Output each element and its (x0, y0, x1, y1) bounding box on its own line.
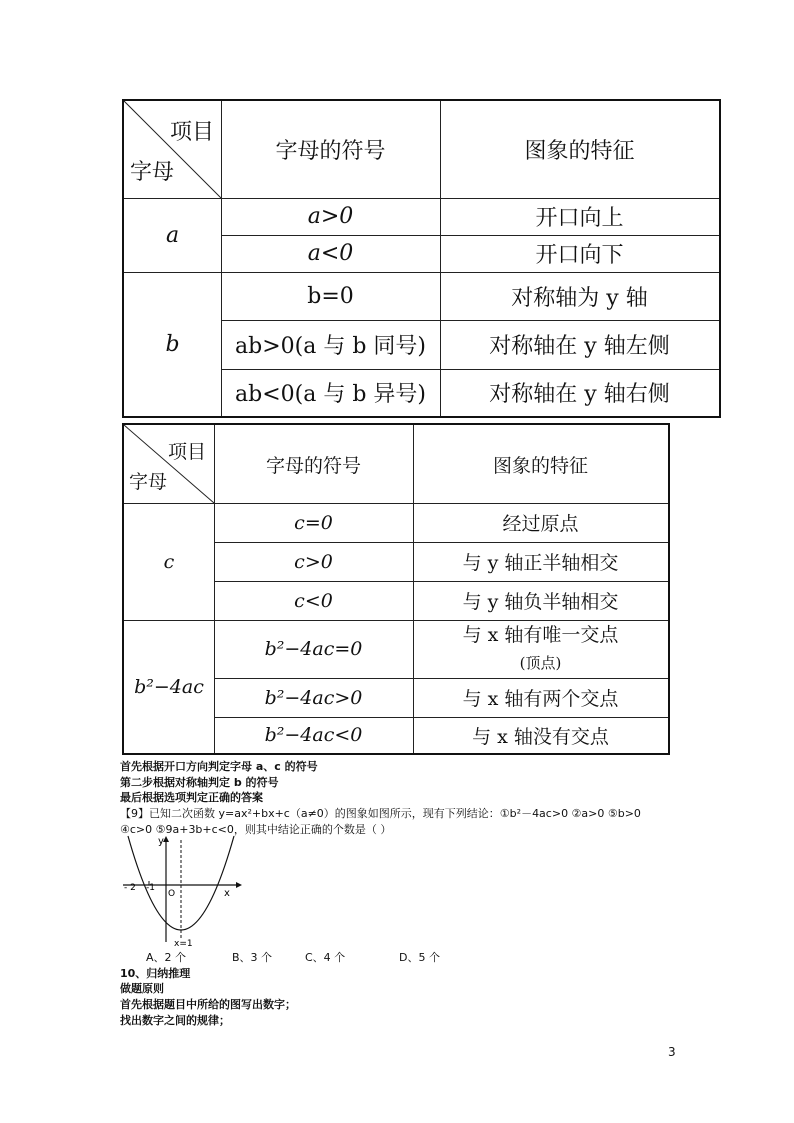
col-header-feature: 图象的特征 (524, 139, 635, 164)
letter-cell: c (163, 550, 175, 573)
feature-cell: 经过原点 (502, 513, 579, 535)
parabola-graph (118, 834, 258, 949)
sign-cell: b²−4ac=0 (264, 638, 363, 660)
sign-table-a-b (122, 99, 721, 418)
section-title: 10、归纳推理 (120, 967, 191, 980)
sign-cell: ab>0(a 与 b 同号) (235, 334, 426, 359)
letter-cell: b (165, 331, 180, 357)
col-header-sign: 字母的符号 (265, 454, 361, 477)
sign-cell: c<0 (294, 589, 333, 612)
feature-cell: 对称轴为 y 轴 (511, 285, 648, 311)
option-b: B、3 个 (232, 951, 273, 964)
section-item: 首先根据题目中所给的图写出数字； (120, 998, 296, 1011)
step-line: 首先根据开口方向判定字母 a、c 的符号 (120, 760, 318, 773)
sign-cell: b²−4ac>0 (264, 686, 363, 709)
feature-cell: 开口向下 (535, 243, 624, 268)
option-a: A、2 个 (146, 951, 187, 964)
sign-cell: a>0 (307, 204, 354, 229)
feature-text: 与 x 轴有唯一交点 (462, 624, 619, 646)
col-header-sign: 字母的符号 (275, 139, 386, 164)
feature-cell: 对称轴在 y 轴右侧 (489, 382, 670, 407)
feature-cell: 对称轴在 y 轴左侧 (489, 334, 670, 359)
option-c: C、4 个 (305, 951, 346, 964)
tick-label: -1 (146, 883, 155, 893)
step-line: 第二步根据对称轴判定 b 的符号 (120, 776, 279, 789)
question-line: 【9】已知二次函数 y=ax²+bx+c（a≠0）的图象如图所示，现有下列结论：①b²－4ac>0 ②a>0 ⑤b>0 (120, 807, 641, 820)
feature-cell (413, 620, 668, 678)
option-d: D、5 个 (399, 951, 440, 964)
corner-top-label: 项目 (170, 120, 215, 145)
feature-cell: 与 x 轴没有交点 (472, 725, 609, 748)
step-line: 最后根据选项判定正确的答案 (120, 791, 263, 804)
corner-top-label: 项目 (168, 441, 207, 463)
symmetry-axis-label: x=1 (174, 939, 193, 949)
feature-cell: 与 y 轴正半轴相交 (462, 552, 619, 574)
sign-cell: c=0 (294, 511, 333, 534)
x-axis-label: x (224, 888, 230, 899)
col-header-feature: 图象的特征 (492, 454, 588, 477)
sign-cell: a<0 (307, 241, 354, 266)
corner-bottom-label: 字母 (130, 160, 175, 185)
origin-label: O (168, 889, 176, 899)
tick-label: - 2 (124, 883, 136, 893)
sign-cell: ab<0(a 与 b 异号) (235, 382, 426, 407)
sign-table-c-discriminant (122, 423, 670, 755)
y-axis-label: y (158, 836, 164, 847)
feature-cell: 与 y 轴负半轴相交 (462, 591, 619, 613)
corner-bottom-label: 字母 (129, 471, 168, 493)
sign-cell: c>0 (294, 550, 333, 573)
feature-cell: 开口向上 (535, 206, 624, 231)
sign-cell: b²−4ac<0 (264, 724, 363, 746)
sign-cell: b=0 (307, 283, 354, 309)
section-principle: 做题原则 (120, 982, 164, 995)
question-line: ④c>0 ⑤9a+3b+c<0，则其中结论正确的个数是（ ） (120, 823, 392, 836)
section-item: 找出数字之间的规律； (120, 1014, 230, 1027)
feature-note: (顶点) (519, 654, 562, 672)
feature-cell: 与 x 轴有两个交点 (462, 688, 619, 710)
letter-cell: b²−4ac (134, 675, 204, 698)
page-number: 3 (668, 1045, 676, 1059)
letter-cell: a (165, 222, 180, 248)
